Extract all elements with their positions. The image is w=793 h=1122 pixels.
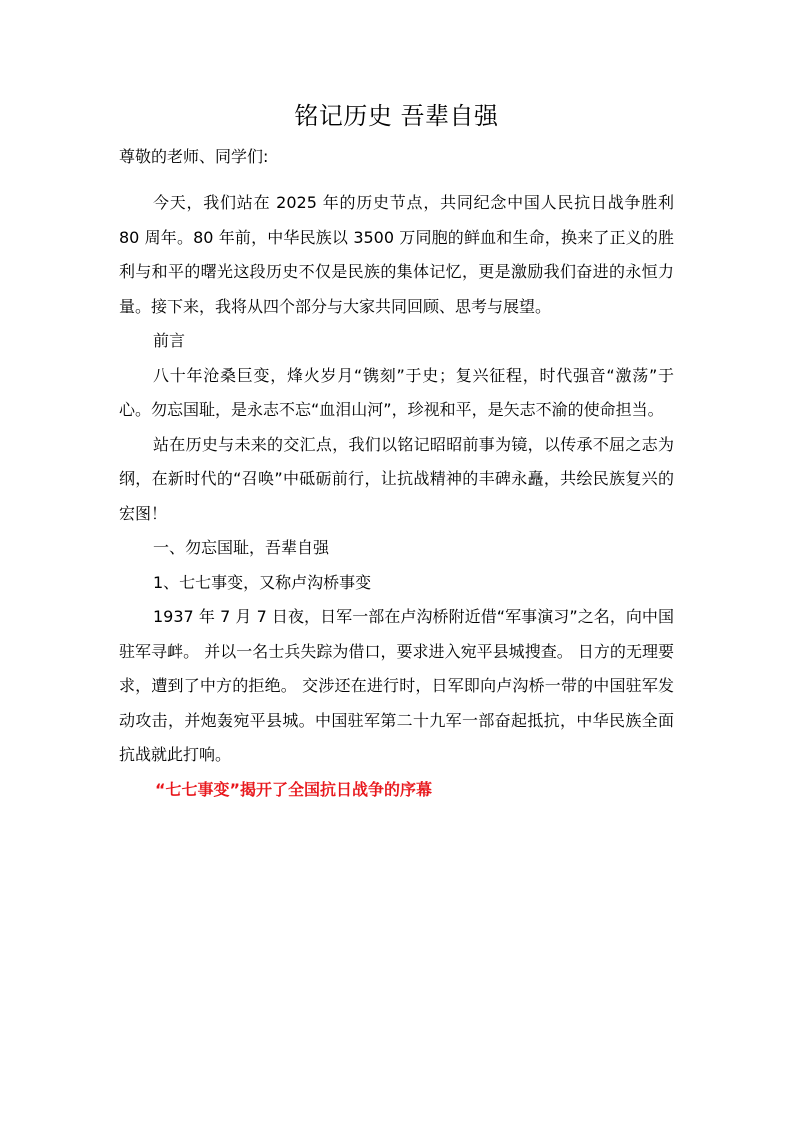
section-heading-1: 一、勿忘国耻，吾辈自强 <box>153 538 330 557</box>
paragraph-marco-polo-bridge: 1937 年 7 月 7 日夜，日军一部在卢沟桥附近借“军事演习”之名，向中国驻军寻衅。 并以一名士兵失踪为借口，要求进入宛平县城搜查。 日方的无理要求，遭到了中方的拒绝。 交涉还在进行时，日军即向卢沟桥一带的中国驻军发动攻击，并炮轰宛平县城。中国驻军第二十九军一部奋起抵抗，中华民族全面抗战就此打响。 <box>119 607 674 764</box>
document-body <box>119 186 674 807</box>
document-title: 铭记历史 吾辈自强 <box>294 102 499 130</box>
paragraph-intro: 今天，我们站在 2025 年的历史节点，共同纪念中国人民抗日战争胜利 80 周年。80 年前，中华民族以 3500 万同胞的鲜血和生命，换来了正义的胜利与和平的曙光这段历史不仅是民族的集体记忆，更是激励我们奋进的永恒力量。接下来，我将从四个部分与大家共同回顾、思考与展望。 <box>119 193 674 316</box>
subsection-heading-1-1: 1、七七事变，又称卢沟桥事变 <box>153 572 372 592</box>
paragraph-preface-1: 八十年沧桑巨变，烽火岁月“镌刻”于史；复兴征程，时代强音“激荡”于心。勿忘国耻，是永志不忘“血泪山河”，珍视和平，是矢志不渝的使命担当。 <box>119 365 674 419</box>
salutation: 尊敬的老师、同学们: <box>119 147 269 166</box>
section-heading-preface: 前言 <box>153 331 186 350</box>
paragraph-preface-2: 站在历史与未来的交汇点，我们以铭记昭昭前事为镜，以传承不屈之志为纲，在新时代的“召唤”中砥砺前行，让抗战精神的丰碑永矗，共绘民族复兴的宏图！ <box>119 434 674 523</box>
highlight-statement: “七七事变”揭开了全国抗日战争的序幕 <box>155 779 433 799</box>
